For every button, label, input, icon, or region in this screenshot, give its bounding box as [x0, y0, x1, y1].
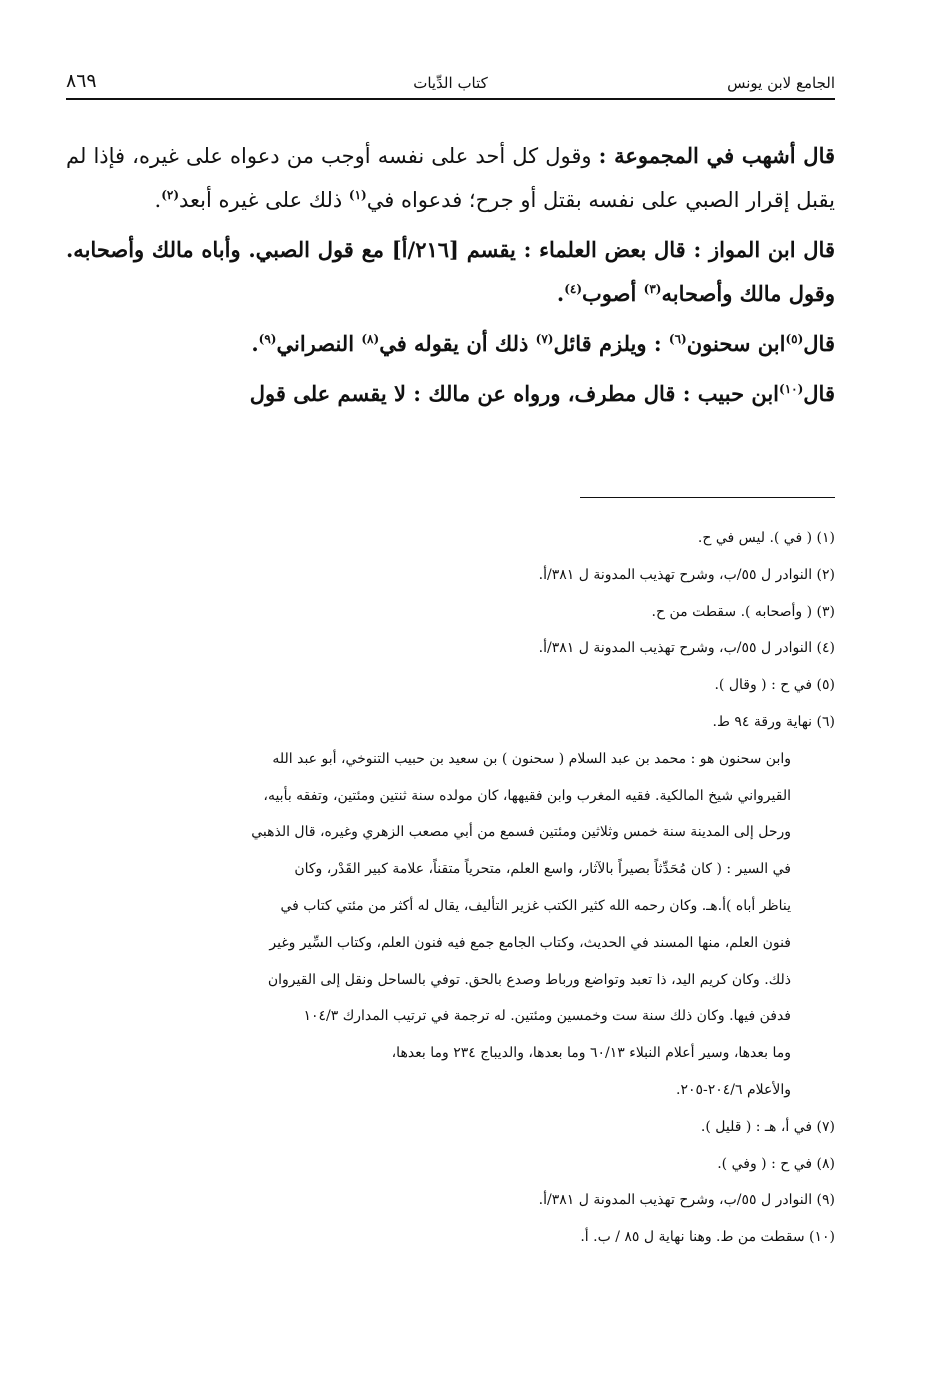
- footnote-4: (٤) النوادر ل ٥٥/ب، وشرح تهذيب المدونة ل ٣٨١/أ.: [538, 640, 835, 657]
- paragraph-text: ذلك أن يقوله في: [379, 331, 536, 356]
- footnote-ref: (٩): [258, 332, 277, 346]
- footnote-ref: (٣): [643, 282, 662, 296]
- biography-line: والأعلام ٢٠٤/٦-٢٠٥.: [675, 1081, 791, 1098]
- paragraph-ibn-mawaz: [66, 228, 835, 316]
- paragraph-text: ذلك على غيره أبعد: [179, 188, 349, 212]
- footnote-3: (٣) ( وأصحابه ). سقطت من ح.: [651, 603, 835, 620]
- biography-line: فدفن فيها. وكان ذلك سنة ست وخمسين ومئتين. له ترجمة في ترتيب المدارك ١٠٤/٣: [303, 1008, 791, 1025]
- footnote-6: (٦) نهاية ورقة ٩٤ ط.: [712, 713, 835, 730]
- footnote-ref: (١٠): [779, 382, 804, 396]
- paragraph-end: .: [154, 188, 162, 212]
- biography-line: وابن سحنون هو : محمد بن عبد السلام ( سحنون ) بن سعيد بن حبيب التنوخي، أبو عبد الله: [272, 750, 791, 767]
- paragraph-text: قال ابن المواز : قال بعض العلماء : يقسم [٢١٦/أ] مع قول الصبي. وأباه مالك وأصحابه. وقول مالك وأصحابه: [66, 237, 835, 306]
- footnote-ref: (٦): [668, 332, 687, 346]
- footnote-10: (١٠) سقطت من ط. وهنا نهاية ل ٨٥ / ب. أ.: [580, 1229, 835, 1246]
- header-book-title: الجامع لابن يونس: [727, 74, 835, 92]
- main-text: [66, 134, 835, 422]
- paragraph-ibn-sahnun: [66, 322, 835, 366]
- biography-line: فنون العلم، منها المسند في الحديث، وكتاب الجامع جمع فيه فنون العلم، وكتاب السِّير وغير: [269, 934, 791, 951]
- footnote-6-biography: [66, 741, 791, 1109]
- biography-line: وما بعدها، وسير أعلام النبلاء ٦٠/١٣ وما بعدها، والديباج ٢٣٤ وما بعدها،: [391, 1045, 791, 1062]
- page-number: ٨٦٩: [66, 70, 97, 92]
- footnote-ref: (٧): [535, 332, 554, 346]
- footnote-ref: (٤): [564, 282, 583, 296]
- biography-line: ورحل إلى المدينة سنة خمس وثلاثين ومئتين فسمع من أبي مصعب الزهري وغيره، قال الذهبي: [251, 824, 791, 841]
- biography-line: ذلك. وكان كريم اليد، ذا تعبد وتواضع ورباط وصدع بالحق. توفي بالساحل ونقل إلى القيروان: [267, 971, 791, 988]
- footnote-1: (١) ( في ). ليس في ح.: [697, 530, 835, 546]
- footnote-divider: [580, 497, 835, 498]
- paragraph-text: ابن حبيب : قال مطرف، ورواه عن مالك : لا يقسم على قول: [249, 381, 780, 406]
- footnote-9: (٩) النوادر ل ٥٥/ب، وشرح تهذيب المدونة ل ٣٨١/أ.: [538, 1192, 835, 1209]
- paragraph-text: وقول كل أحد على نفسه أوجب من دعواه على غيره، فإذا لم يقبل إقرار الصبي على نفسه بقتل أو جرح؛ فدعواه في: [66, 144, 835, 212]
- running-header: [66, 70, 835, 98]
- biography-line: في السير : ( كان مُحَدِّثاً بصيراً بالآثار، واسع العلم، متحرياً متقناً، علامة كبير القَدْر، وكان: [294, 861, 791, 878]
- paragraph-text: قال: [803, 381, 835, 406]
- footnote-5: (٥) في ح : ( وقال ).: [714, 677, 835, 694]
- paragraph-text: ابن سحنون: [686, 331, 786, 356]
- footnote-ref: (٢): [161, 188, 180, 202]
- footnote-7: (٧) في أ، هـ : ( قليل ).: [700, 1118, 835, 1135]
- footnote-ref: (٥): [785, 332, 804, 346]
- paragraph-text: : ويلزم قائل: [553, 331, 669, 356]
- biography-line: القيرواني شيخ المالكية. فقيه المغرب وابن فقيهها، كان مولده سنة ثنتين ومئتين، وتفقه بأبيه،: [263, 787, 791, 804]
- header-divider: [66, 98, 835, 100]
- footnote-2: (٢) النوادر ل ٥٥/ب، وشرح تهذيب المدونة ل ٣٨١/أ.: [538, 566, 835, 583]
- paragraph-text: النصراني: [276, 331, 362, 356]
- paragraph-text: أصوب: [582, 281, 644, 306]
- footnote-ref: (١): [348, 188, 367, 202]
- paragraph-end: .: [251, 331, 259, 356]
- footnotes: [66, 520, 835, 1256]
- paragraph-ibn-habib: [66, 372, 835, 416]
- header-chapter-title: كتاب الدِّيات: [413, 74, 488, 92]
- footnote-ref: (٨): [361, 332, 380, 346]
- paragraph-end: .: [556, 281, 565, 306]
- biography-line: يناظر أباه )أ.هـ. وكان رحمه الله كثير الكتب غزير التأليف، يقال له أكثر من مئتي كتاب في: [280, 897, 791, 914]
- paragraph-ashhab: [66, 134, 835, 222]
- paragraph-lead: قال أشهب في المجموعة :: [598, 143, 836, 168]
- paragraph-text: قال: [803, 331, 835, 356]
- footnote-8: (٨) في ح : ( وفي ).: [717, 1155, 835, 1172]
